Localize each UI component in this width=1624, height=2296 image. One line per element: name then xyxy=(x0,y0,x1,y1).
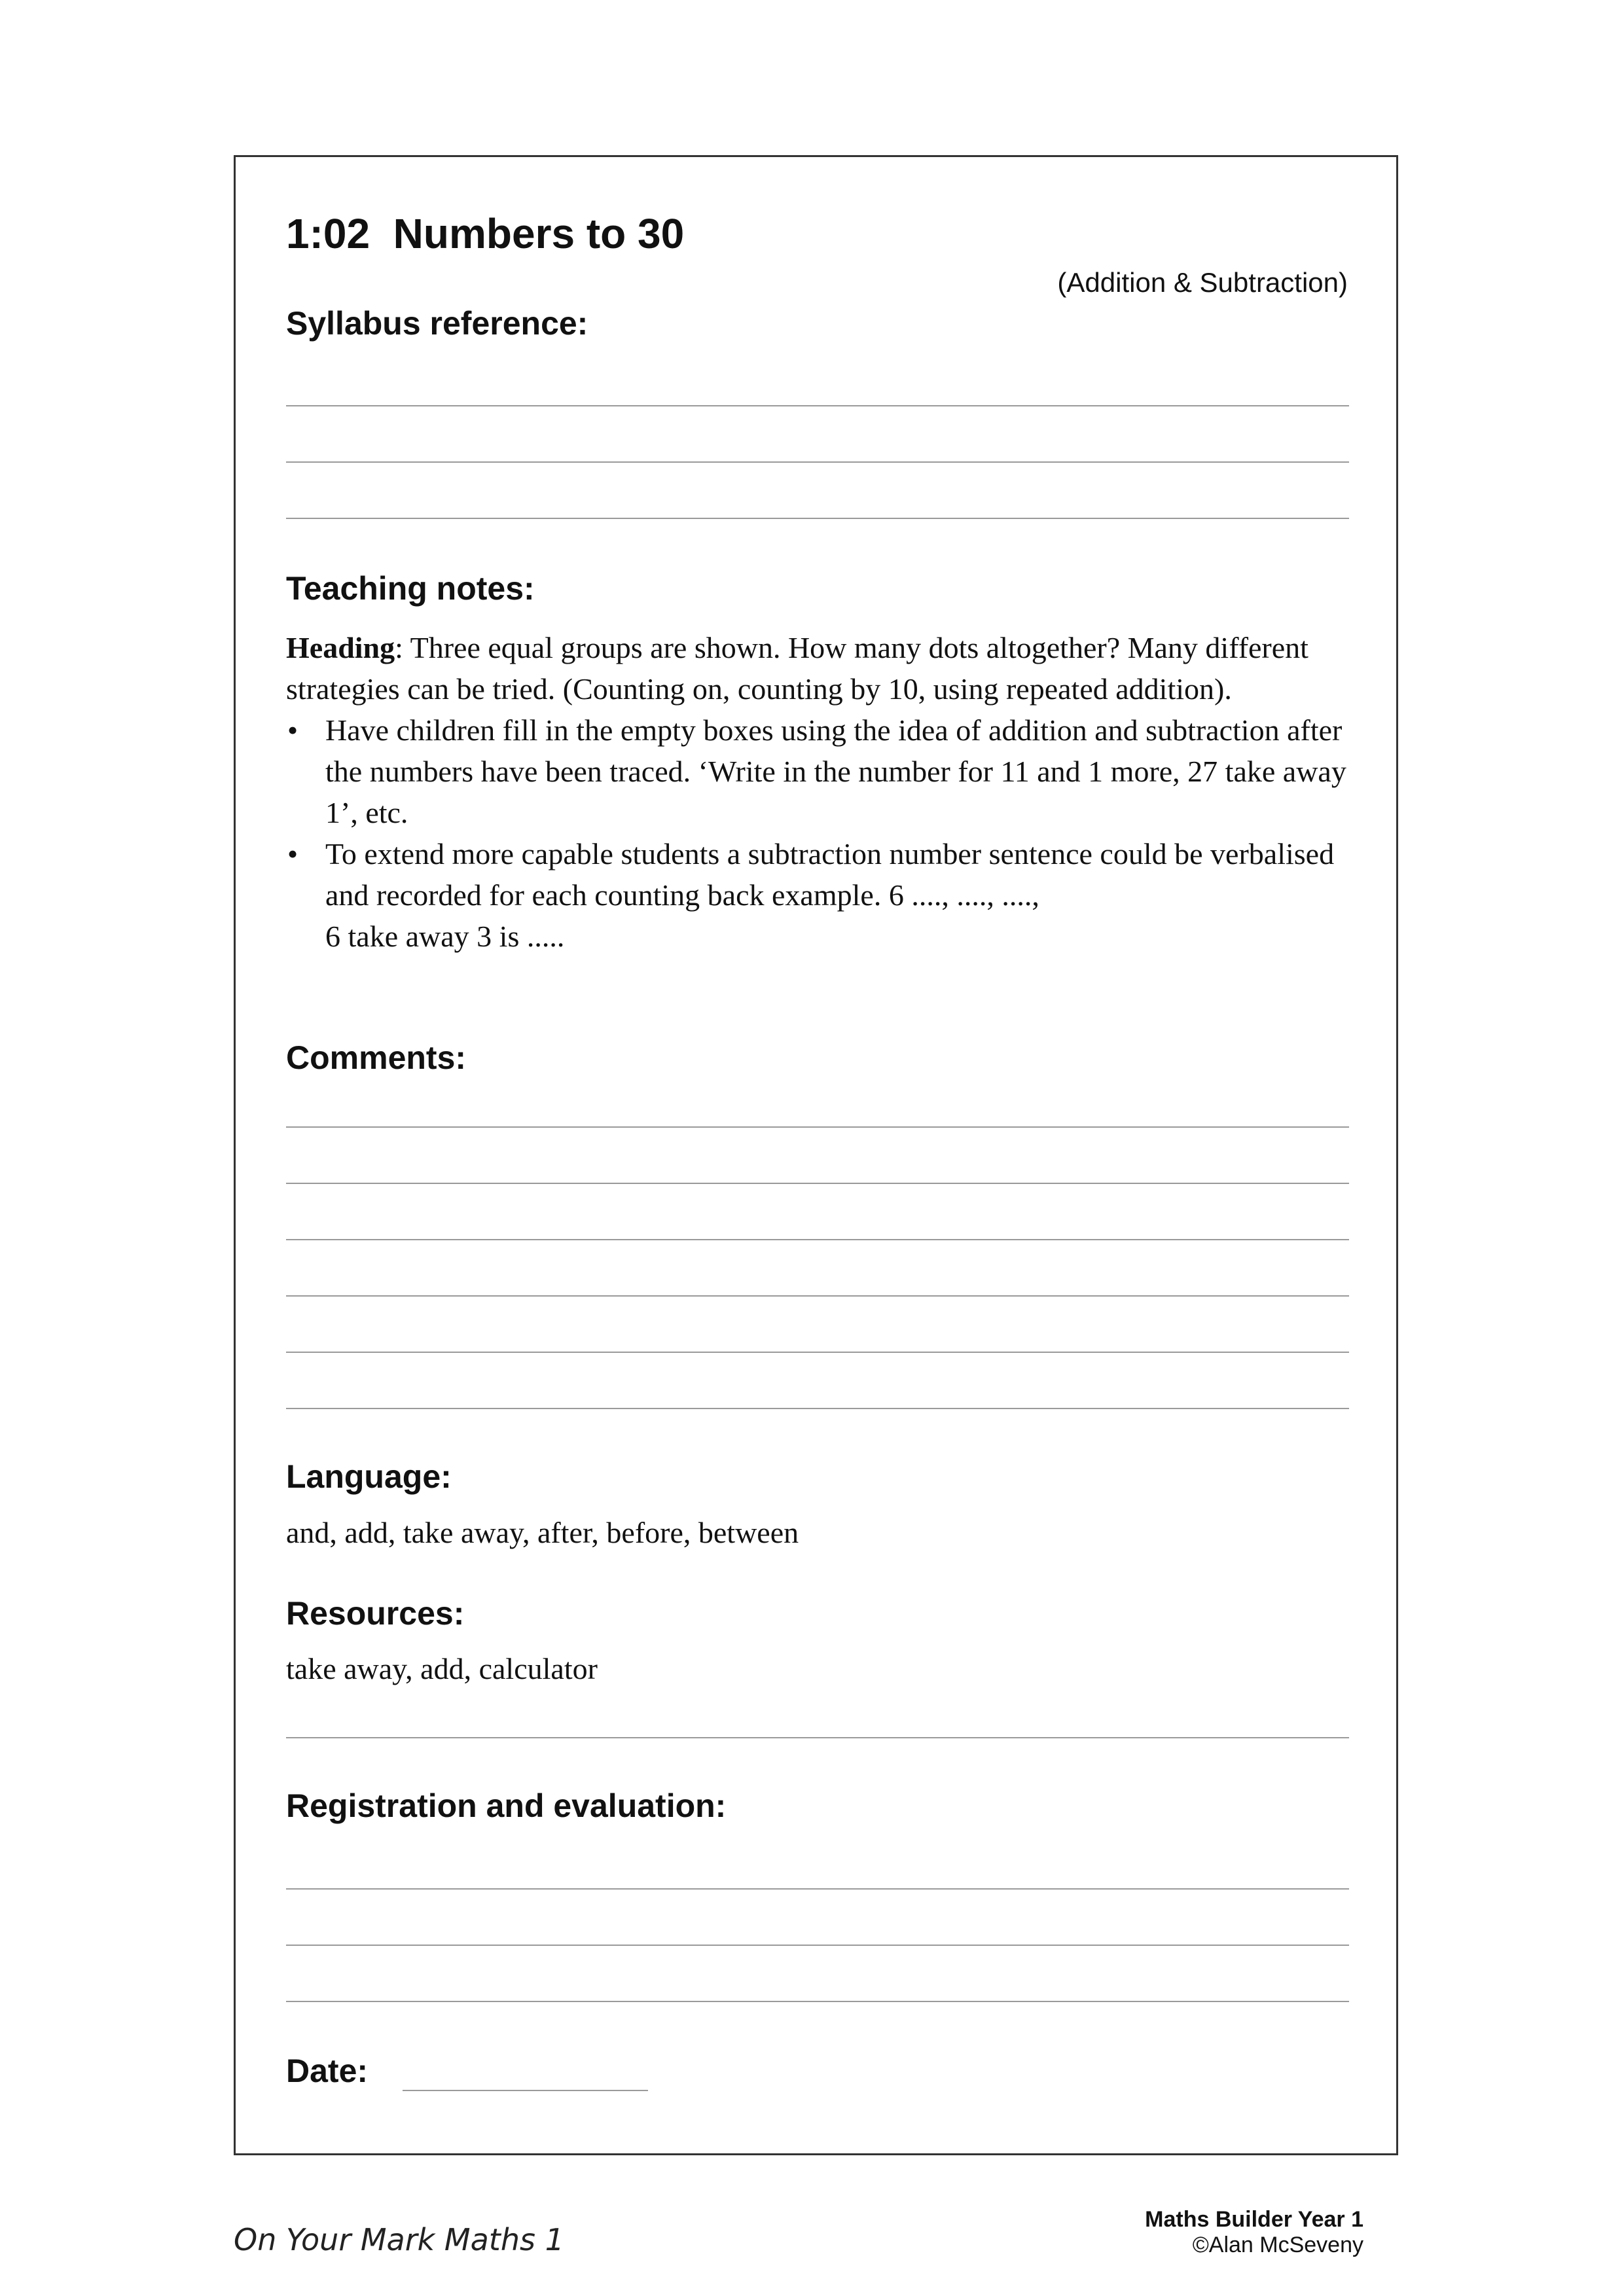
bullet-icon: • xyxy=(287,837,298,870)
comments-heading: Comments: xyxy=(286,1039,467,1076)
heading-label: Heading xyxy=(286,631,395,664)
resources-heading: Resources: xyxy=(286,1595,465,1632)
teaching-notes-intro xyxy=(286,627,1360,709)
teaching-notes-body xyxy=(286,627,1360,957)
series-name: On Your Mark Maths 1 xyxy=(234,2222,564,2257)
syllabus-line-1[interactable] xyxy=(286,405,1349,406)
list-item xyxy=(286,709,1360,833)
page-title: 1:02 Numbers to 30 xyxy=(286,210,685,257)
comments-line-1[interactable] xyxy=(286,1126,1349,1128)
registration-line-1[interactable] xyxy=(286,1888,1349,1890)
worksheet-frame xyxy=(234,155,1398,2155)
registration-heading: Registration and evaluation: xyxy=(286,1787,727,1824)
comments-line-6[interactable] xyxy=(286,1408,1349,1409)
teaching-notes-heading: Teaching notes: xyxy=(286,570,535,607)
resources-line[interactable] xyxy=(286,1737,1349,1738)
language-heading: Language: xyxy=(286,1458,452,1495)
comments-line-4[interactable] xyxy=(286,1295,1349,1297)
syllabus-line-2[interactable] xyxy=(286,461,1349,463)
syllabus-heading: Syllabus reference: xyxy=(286,305,588,342)
footer-credits xyxy=(1145,2207,1363,2258)
syllabus-line-3[interactable] xyxy=(286,518,1349,519)
teaching-notes-list xyxy=(286,709,1360,957)
heading-description: : Three equal groups are shown. How many dots altogether? Many different strategies can be tried. (Counting on, counting by 10, using repeated addition). xyxy=(286,631,1308,706)
language-text: and, add, take away, after, before, between xyxy=(286,1516,799,1549)
registration-line-2[interactable] xyxy=(286,1945,1349,1946)
registration-line-3[interactable] xyxy=(286,2001,1349,2002)
topic-category: (Addition & Subtraction) xyxy=(1057,267,1348,298)
comments-line-2[interactable] xyxy=(286,1183,1349,1184)
list-item-text: Have children fill in the empty boxes using the idea of addition and subtraction after the numbers have been traced. ‘Write in the number for 11 and 1 more, 27 take away 1’, etc. xyxy=(325,713,1346,829)
list-item xyxy=(286,833,1360,957)
copyright-text: ©Alan McSeveny xyxy=(1192,2233,1363,2257)
book-title: Maths Builder Year 1 xyxy=(1145,2207,1363,2232)
bullet-icon: • xyxy=(287,713,298,747)
comments-line-3[interactable] xyxy=(286,1239,1349,1240)
comments-line-5[interactable] xyxy=(286,1352,1349,1353)
date-label: Date: xyxy=(286,2053,369,2089)
list-item-text: To extend more capable students a subtraction number sentence could be verbalised and recorded for each counting back example. 6 ...., ...., ...., 6 take away 3 is ..... xyxy=(325,837,1335,953)
date-field[interactable] xyxy=(403,2090,648,2091)
resources-text: take away, add, calculator xyxy=(286,1652,598,1685)
